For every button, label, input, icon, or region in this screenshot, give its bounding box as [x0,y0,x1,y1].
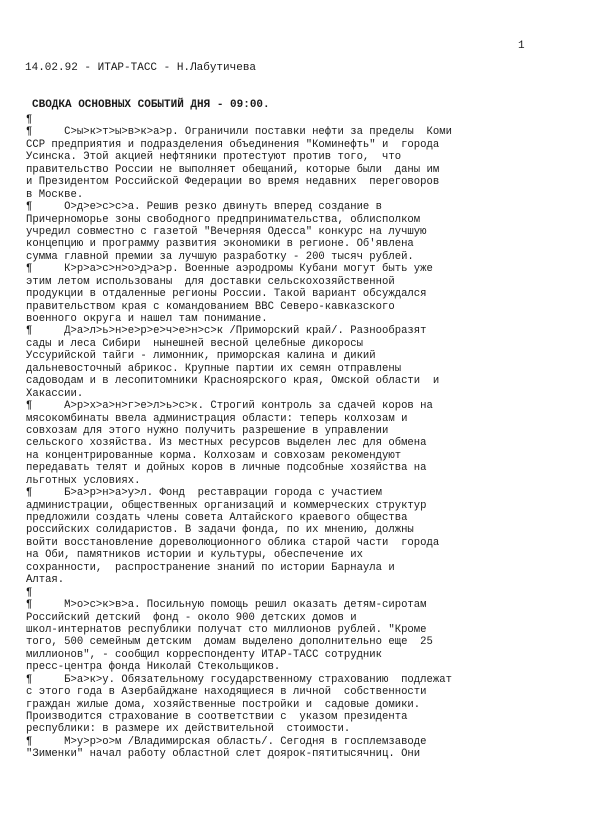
text-line: передавать телят и дойных коров в личные подсобные хозяйства на [26,462,427,475]
text-line: миллионов", - сообщил корреспонденту ИТАР-ТАСС сотрудник [26,648,383,661]
text-line: льготных условиях. [26,474,141,487]
text-line: администрации, общественных организаций и коммерческих структур [26,499,427,512]
text-line: того, 500 семейным детским домам выделено дополнительно еще 25 [26,636,433,649]
text-line: совхозам для этого нужно получить разрешение в управлении [26,424,389,437]
text-line: пресс-центра фонда Николай Стекольщиков. [26,661,281,674]
text-line: школ-интернатов республики получат сто миллионов рублей. "Кроме [26,623,427,636]
text-line: мясокомбинаты ввела администрация области: теперь колхозам и [26,412,408,425]
document-title: СВОДКА ОСНОВНЫХ СОБЫТИЙ ДНЯ - 09:00. [32,99,270,111]
text-line: сохранности, распространение знаний по истории Барнаула и [26,561,395,574]
text-line: концепцию и программу развития экономики в регионе. Об'явлена [26,238,414,251]
text-line: Российский детский фонд - около 900 детских домов и [26,611,357,624]
text-line: в Москве. [26,188,84,201]
text-line: правительством края с командованием ВВС Северо-кавказского [26,300,395,313]
text-line: ¶ Б>а>к>у. Обязательному государственному страхованию подлежат [26,673,452,686]
text-line: на концентрированные корма. Колхозам и совхозам рекомендуют [26,449,402,462]
text-line: ¶ С>ы>к>т>ы>в>к>а>р. Ограничили поставки нефти за пределы Коми [26,126,452,139]
text-line: сумма главной премии за лучшую разработку - 200 тысяч рублей. [26,250,414,263]
news-body [26,114,586,761]
text-line: продукции в отдаленные регионы России. Такой вариант обсуждался [26,288,427,301]
text-line: Производится страхование в соответствии с указом президента [26,711,408,723]
text-line: ¶ М>о>с>к>в>а. Посильную помощь решил оказать детям-сиротам [26,599,427,612]
text-line: Уссурийской тайги - лимонник, приморская калина и дикий [26,350,376,363]
text-line: Хакассии. [26,387,84,400]
text-line: Усинска. Этой акцией нефтяники протестуют против того, что [26,151,402,164]
text-line: учредил совместно с газетой "Вечерняя Одесса" конкурс на лучшую [26,225,427,238]
text-line: с этого года в Азербайджане находящиеся в личной собственности [26,686,427,699]
text-line: Причерноморье зоны свободного предпринимательства, облисполком [26,213,421,226]
text-line: садоводам и в лесопитомники Красноярского края, Омской области и [26,375,440,388]
text-line: ¶ [26,114,33,126]
dateline: 14.02.92 - ИТАР-ТАСС - Н.Лабутичева [25,62,257,74]
text-line: ¶ [26,586,33,599]
text-line: ¶ Д>а>л>ь>н>е>р>е>ч>е>н>с>к /Приморский край/. Разнообразят [26,325,427,338]
text-line: ССР предприятия и подразделения объединения "Коминефть" и города [26,138,440,151]
text-line: Алтая. [26,574,65,587]
text-line: граждан жилые дома, хозяйственные постройки и садовые домики. [26,698,421,711]
text-line: российских солидаристов. В задачи фонда, по их мнению, должны [26,524,414,537]
text-line: сады и леса Сибири нынешней весной целебные дикоросы [26,337,363,350]
text-line: ¶ А>р>х>а>н>г>е>л>ь>с>к. Строгий контроль за сдачей коров на [26,400,433,413]
text-line: ¶ Б>а>р>н>а>у>л. Фонд реставрации города с участием [26,487,383,500]
text-line: "Зименки" начал работу областной слет доярок-пятитысячниц. Они [26,748,421,761]
text-line: и Президентом Российской Федерации во время недавних переговоров [26,176,440,189]
text-line: республики: в размере их действительной стоимости. [26,723,351,736]
text-line: правительство России не выполняет обещаний, которые были даны им [26,163,440,176]
text-line: дальневосточный абрикос. Крупные партии их семян отправлены [26,362,402,375]
text-line: этим летом использованы для доставки сельскохозяйственной [26,275,395,288]
text-line: сельского хозяйства. Из местных ресурсов выделен лес для обмена [26,437,427,450]
text-line: предложили создать члены совета Алтайского краевого общества [26,512,408,524]
text-line: военного округа и нашел там понимание. [26,313,268,325]
text-line: войти восстановление дореволюционного облика старой части города [26,536,440,549]
text-line: ¶ О>д>е>с>с>а. Решив резко двинуть вперед создание в [26,201,383,214]
page-number: 1 [518,40,525,52]
text-line: на Оби, памятников истории и культуры, обеспечение их [26,549,363,562]
text-line: ¶ М>у>р>о>м /Владимирская область/. Сегодня в госплемзаводе [26,735,427,748]
text-line: ¶ К>р>а>с>н>о>д>а>р. Военные аэродромы Кубани могут быть уже [26,263,433,276]
